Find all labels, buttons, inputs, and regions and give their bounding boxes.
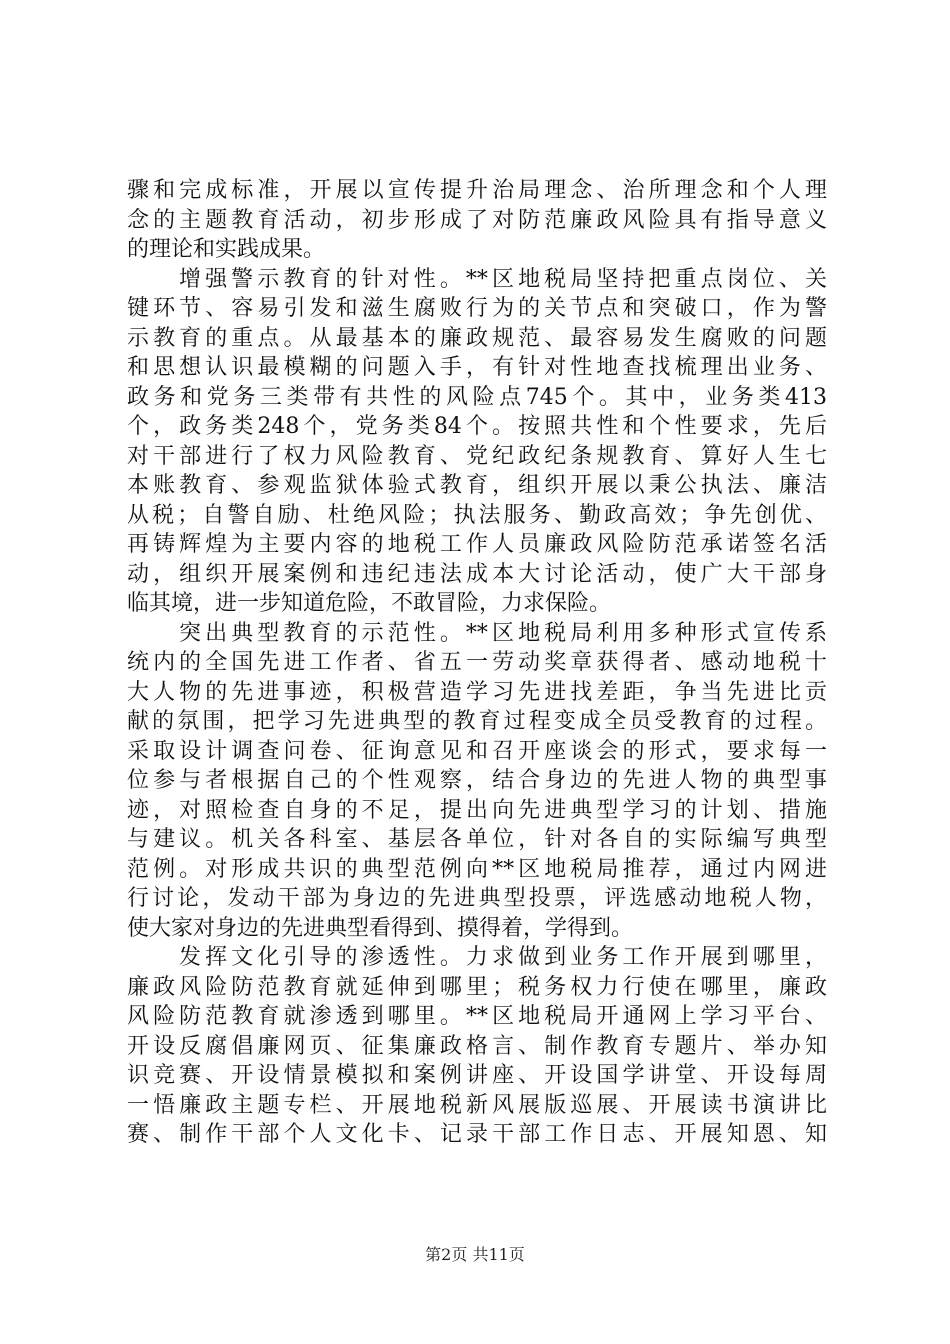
text-line: 个，政务类248个，党务类84个。按照共性和个性要求，先后 (127, 414, 827, 439)
text-line: 示教育的重点。从最基本的廉政规范、最容易发生腐败的问题 (127, 325, 827, 351)
text-line: 突出典型教育的示范性。**区地税局利用多种形式宣传系 (179, 620, 827, 646)
text-line: 献的氛围，把学习先进典型的教育过程变成全员受教育的过程。 (127, 709, 827, 734)
text-line: 风险防范教育就渗透到哪里。**区地税局开通网上学习平台、 (127, 1004, 827, 1029)
text-line: 骤和完成标准，开展以宣传提升治局理念、治所理念和个人理 (127, 178, 827, 203)
document-body (127, 176, 827, 1150)
paragraph (127, 943, 827, 1150)
text-line: 开设反腐倡廉网页、征集廉政格言、制作教育专题片、举办知 (127, 1033, 827, 1059)
text-line: 迹，对照检查自身的不足，提出向先进典型学习的计划、措施 (127, 797, 827, 823)
paragraph (127, 619, 827, 944)
text-line: 大人物的先进事迹，积极营造学习先进找差距，争当先进比贡 (127, 679, 827, 705)
text-line: 本账教育、参观监狱体验式教育，组织开展以秉公执法、廉洁 (127, 473, 827, 498)
text-line: 念的主题教育活动，初步形成了对防范廉政风险具有指导意义 (127, 207, 827, 233)
text-line: 增强警示教育的针对性。**区地税局坚持把重点岗位、关 (179, 266, 827, 292)
text-line: 从税；自警自励、杜绝风险；执法服务、勤政高效；争先创优、 (127, 502, 827, 528)
text-line: 键环节、容易引发和滋生腐败行为的关节点和突破口，作为警 (127, 296, 827, 321)
text-line: 对干部进行了权力风险教育、党纪政纪条规教育、算好人生七 (127, 443, 827, 469)
page-number-footer: 第2页 共11页 (425, 1245, 525, 1264)
text-line: 和思想认识最模糊的问题入手，有针对性地查找梳理出业务、 (127, 355, 827, 380)
text-line: 使大家对身边的先进典型看得到、摸得着，学得到。 (127, 915, 634, 941)
text-line: 临其境，进一步知道危险，不敢冒险，力求保险。 (127, 591, 612, 616)
text-line: 的理论和实践成果。 (127, 237, 326, 262)
paragraph (127, 265, 827, 619)
text-line: 赛、制作干部个人文化卡、记录干部工作日志、开展知恩、知 (127, 1122, 827, 1147)
text-line: 统内的全国先进工作者、省五一劳动奖章获得者、感动地税十 (127, 650, 827, 675)
text-line: 与建议。机关各科室、基层各单位，针对各自的实际编写典型 (127, 827, 827, 852)
text-line: 采取设计调查问卷、征询意见和召开座谈会的形式，要求每一 (127, 738, 827, 764)
text-line: 廉政风险防范教育就延伸到哪里；税务权力行使在哪里，廉政 (127, 974, 827, 1000)
text-line: 位参与者根据自己的个性观察，结合身边的先进人物的典型事 (127, 768, 827, 793)
text-line: 行讨论，发动干部为身边的先进典型投票，评选感动地税人物， (127, 886, 827, 911)
text-line: 再铸辉煌为主要内容的地税工作人员廉政风险防范承诺签名活 (127, 532, 827, 557)
text-line: 识竞赛、开设情景模拟和案例讲座、开设国学讲堂、开设每周 (127, 1063, 827, 1088)
text-line: 政务和党务三类带有共性的风险点745个。其中，业务类413 (127, 384, 827, 410)
paragraph (127, 176, 827, 265)
text-line: 发挥文化引导的渗透性。力求做到业务工作开展到哪里， (179, 945, 827, 970)
text-line: 一悟廉政主题专栏、开展地税新风展版巡展、开展读书演讲比 (127, 1092, 827, 1118)
text-line: 范例。对形成共识的典型范例向**区地税局推荐，通过内网进 (127, 856, 827, 882)
text-line: 动，组织开展案例和违纪违法成本大讨论活动，使广大干部身 (127, 561, 827, 587)
